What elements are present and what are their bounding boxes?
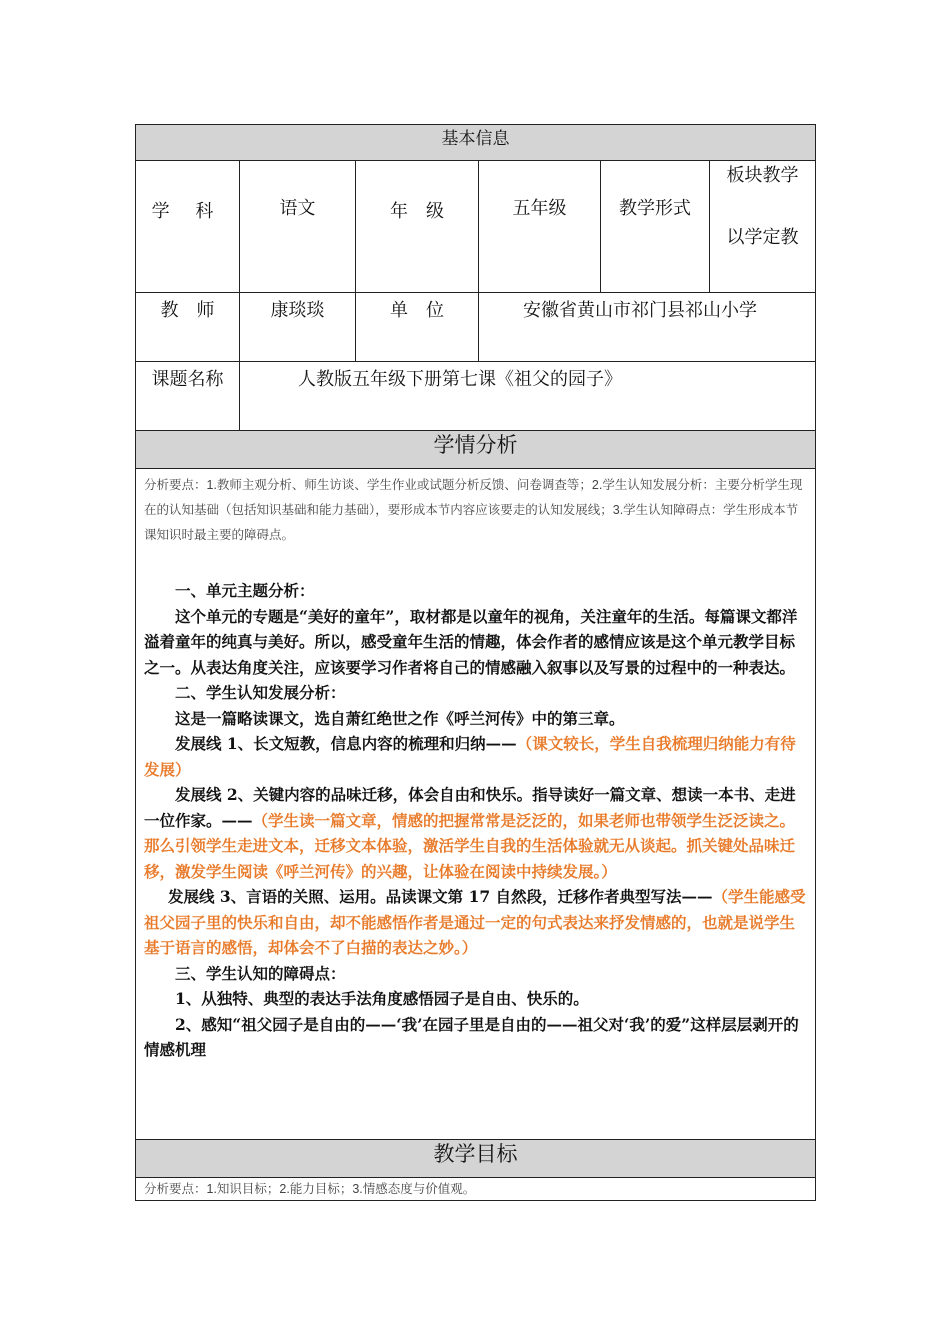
student-analysis-header: 学情分析 [136,431,816,469]
unit-value-cell [479,293,816,362]
subject-value: 语文 [279,198,316,219]
section2-intro: 这是一篇略读课文，选自萧红绝世之作《呼兰河传》中的第三章。 [175,708,625,728]
unit-value: 安徽省黄山市祁门县祁山小学 [523,300,757,321]
grade-label: 年 级 [390,201,444,222]
subject-label-cell [136,161,240,293]
student-analysis-body [136,469,816,1140]
unit-label-cell [356,293,479,362]
development-line-1 [144,731,807,782]
lesson-plan-document [135,124,815,1201]
teacher-label-cell [136,293,240,362]
teaching-goals-header: 教学目标 [136,1140,816,1178]
topic-label: 课题名称 [151,369,224,390]
unit-label: 单 位 [390,300,444,321]
form-label-cell [601,161,710,293]
line2-text: 发展线 2、关键内容的品味迁移，体会自由和快乐。指导读好一篇文章、想读一本书、走进一位作家。—— [144,785,796,830]
section1-title: 一、单元主题分析： [175,581,315,600]
analysis-content [136,578,815,1063]
form-value-cell [710,161,816,293]
goals-key-points: 分析要点：1.知识目标；2.能力目标；3.情感态度与价值观。 [144,1182,476,1196]
topic-label-cell [136,362,240,431]
line1-text: 发展线 1、长文短教，信息内容的梳理和归纳—— [175,734,517,753]
topic-value: 人教版五年级下册第七课《祖父的园子》 [298,369,622,390]
section1-text: 这个单元的专题是“美好的童年”，取材都是以童年的视角，关注童年的生活。每篇课文都洋溢着童年的纯真与美好。所以，感受童年生活的情趣，体会作者的感情应该是这个单元教学目标之一。从表达角度关注，应该要学习作者将自己的情感融入叙事以及写景的过程中的一种表达。 [144,606,798,677]
form-value-line2: 以学定教 [726,227,799,248]
topic-value-cell [240,362,816,431]
grade-value-cell [479,161,601,293]
basic-info-table [135,124,816,1201]
subject-label: 学 科 [151,201,224,222]
form-value-line1: 板块教学 [726,165,799,186]
grade-label-cell [356,161,479,293]
line2-note: （学生读一篇文章，情感的把握常常是泛泛的，如果老师也带领学生泛泛读之。那么引领学生走进文本，迁移文本体验，激活学生自我的生活体验就无从谈起。抓关键处品味迁移，激发学生阅读《呼兰河传》的兴趣，让体验在阅读中持续发展。） [144,810,796,881]
section2-title: 二、学生认知发展分析： [175,683,346,702]
grade-value: 五年级 [512,198,567,219]
development-line-3 [144,884,807,961]
obstacle-2: 2、感知“祖父园子是自由的——‘我’在园子里是自由的——祖父对‘我’的爱”这样层层剥开的情感机理 [144,1014,799,1059]
analysis-key-points: 分析要点：1.教师主观分析、师生访谈、学生作业或试题分析反馈、问卷调查等；2.学生认知发展分析：主要分析学生现在的认知基础（包括知识基础和能力基础），要形成本节内容应该要走的认知发展线；3.学生认知障碍点：学生形成本节课知识时最主要的障碍点。 [144,478,803,542]
obstacle-1: 1、从独特、典型的表达手法角度感悟园子是自由、快乐的。 [175,989,589,1008]
form-label: 教学形式 [619,198,691,219]
teacher-value-cell [240,293,356,362]
teacher-value: 康琰琰 [270,300,325,321]
teaching-goals-body [136,1178,816,1201]
line3-text: 发展线 3、言语的关照、运用。品读课文第 17 自然段，迁移作者典型写法—— [168,887,713,906]
teacher-label: 教 师 [160,300,215,321]
basic-info-header: 基本信息 [136,125,816,161]
subject-value-cell [240,161,356,293]
line3-note: （学生能感受祖父园子里的快乐和自由，却不能感悟作者是通过一定的句式表达来抒发情感的，也就是说学生基于语言的感悟，却体会不了白描的表达之妙。） [144,887,806,957]
development-line-2 [144,782,807,884]
section3-title: 三、学生认知的障碍点： [175,963,346,983]
line1-note: （课文较长，学生自我梳理归纳能力有待发展） [144,734,796,779]
